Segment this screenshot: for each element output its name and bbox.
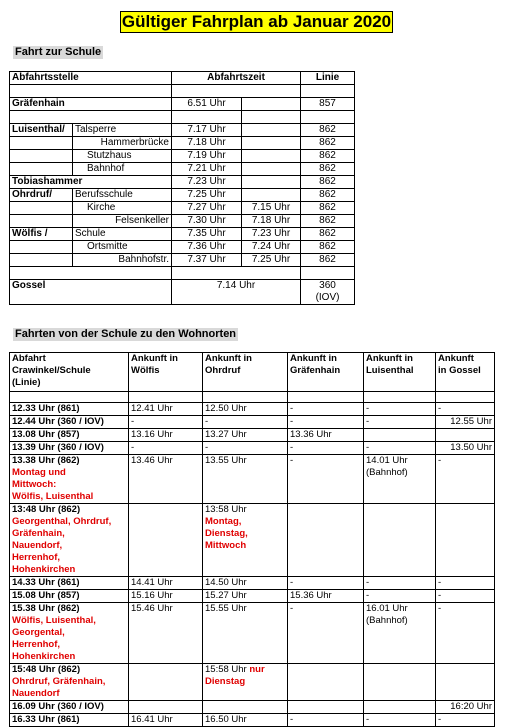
- table-row: 13.38 Uhr (862) Montag und Mittwoch: Wölfis, Luisenthal 13.46 Uhr 13.55 Uhr - 14.01 Uhr (Bahnhof) -: [10, 455, 495, 504]
- header-ohrdruf: Ankunft in Ohrdruf: [203, 353, 288, 392]
- table-row: Hammerbrücke 7.18 Uhr 862: [10, 137, 355, 150]
- table-row: Wölfis / Schule 7.35 Uhr 7.23 Uhr 862: [10, 228, 355, 241]
- header-departure-time: Abfahrtszeit: [172, 72, 301, 85]
- page-title: Gültiger Fahrplan ab Januar 2020: [121, 12, 392, 31]
- table-header-row: [10, 353, 495, 392]
- header-departure: Abfahrt Crawinkel/Schule (Linie): [10, 353, 129, 392]
- schedule-to-school-table: [9, 71, 355, 305]
- table-row: Ortsmitte 7.36 Uhr 7.24 Uhr 862: [10, 241, 355, 254]
- table-row: 13.39 Uhr (360 / IOV) - - - - 13.50 Uhr: [10, 442, 495, 455]
- table-row: 16.09 Uhr (360 / IOV) 16:20 Uhr: [10, 701, 495, 714]
- spacer-row: [10, 392, 495, 403]
- table-row: 15.08 Uhr (857) 15.16 Uhr 15.27 Uhr 15.36 Uhr - -: [10, 590, 495, 603]
- table-row: 16.33 Uhr (861) 16.41 Uhr 16.50 Uhr - - -: [10, 714, 495, 727]
- table-row: Gossel 7.14 Uhr 360 (IOV): [10, 280, 355, 305]
- table-row: Kirche 7.27 Uhr 7.15 Uhr 862: [10, 202, 355, 215]
- table-row: 13:48 Uhr (862) Georgenthal, Ohrdruf, Gräfenhain, Nauendorf, Herrenhof, Hohenkirchen 13:58 Uhr Montag, Dienstag, Mittwoch: [10, 504, 495, 577]
- table-row: Gräfenhain 6.51 Uhr 857: [10, 98, 355, 111]
- header-gossel: Ankunft in Gossel: [436, 353, 495, 392]
- table-row: 13.08 Uhr (857) 13.16 Uhr 13.27 Uhr 13.36 Uhr: [10, 429, 495, 442]
- table-row: 12.44 Uhr (360 / IOV) - - - - 12.55 Uhr: [10, 416, 495, 429]
- header-line: Linie: [301, 72, 355, 85]
- table-row: Ohrdruf/ Berufsschule 7.25 Uhr 862: [10, 189, 355, 202]
- header-woelfis: Ankunft in Wölfis: [129, 353, 203, 392]
- table-row: Felsenkeller 7.30 Uhr 7.18 Uhr 862: [10, 215, 355, 228]
- table-row: Bahnhof 7.21 Uhr 862: [10, 163, 355, 176]
- header-graefenhain: Ankunft in Gräfenhain: [288, 353, 364, 392]
- table-row: 15.38 Uhr (862) Wölfis, Luisenthal, Georgental, Herrenhof, Hohenkirchen 15.46 Uhr 15.55 Uhr - 16.01 Uhr (Bahnhof) -: [10, 603, 495, 664]
- table-row: 15:48 Uhr (862) Ohrdruf, Gräfenhain, Nauendorf 15:58 Uhr nur Dienstag: [10, 664, 495, 701]
- section-heading-from-school: Fahrten von der Schule zu den Wohnorten: [15, 328, 237, 340]
- spacer-row: [10, 111, 355, 124]
- table-header-row: [10, 72, 355, 85]
- table-row: Stutzhaus 7.19 Uhr 862: [10, 150, 355, 163]
- section-heading-to-school: Fahrt zur Schule: [15, 46, 102, 58]
- spacer-row: [10, 267, 355, 280]
- header-luisenthal: Ankunft in Luisenthal: [364, 353, 436, 392]
- schedule-from-school-table: [9, 352, 495, 727]
- table-row: Luisenthal/ Talsperre 7.17 Uhr 862: [10, 124, 355, 137]
- table-row: Bahnhofstr. 7.37 Uhr 7.25 Uhr 862: [10, 254, 355, 267]
- spacer-row: [10, 85, 355, 98]
- table-row: 14.33 Uhr (861) 14.41 Uhr 14.50 Uhr - - -: [10, 577, 495, 590]
- table-row: Tobiashammer 7.23 Uhr 862: [10, 176, 355, 189]
- table-row: 12.33 Uhr (861) 12.41 Uhr 12.50 Uhr - - -: [10, 403, 495, 416]
- header-departure-place: Abfahrtsstelle: [10, 72, 172, 85]
